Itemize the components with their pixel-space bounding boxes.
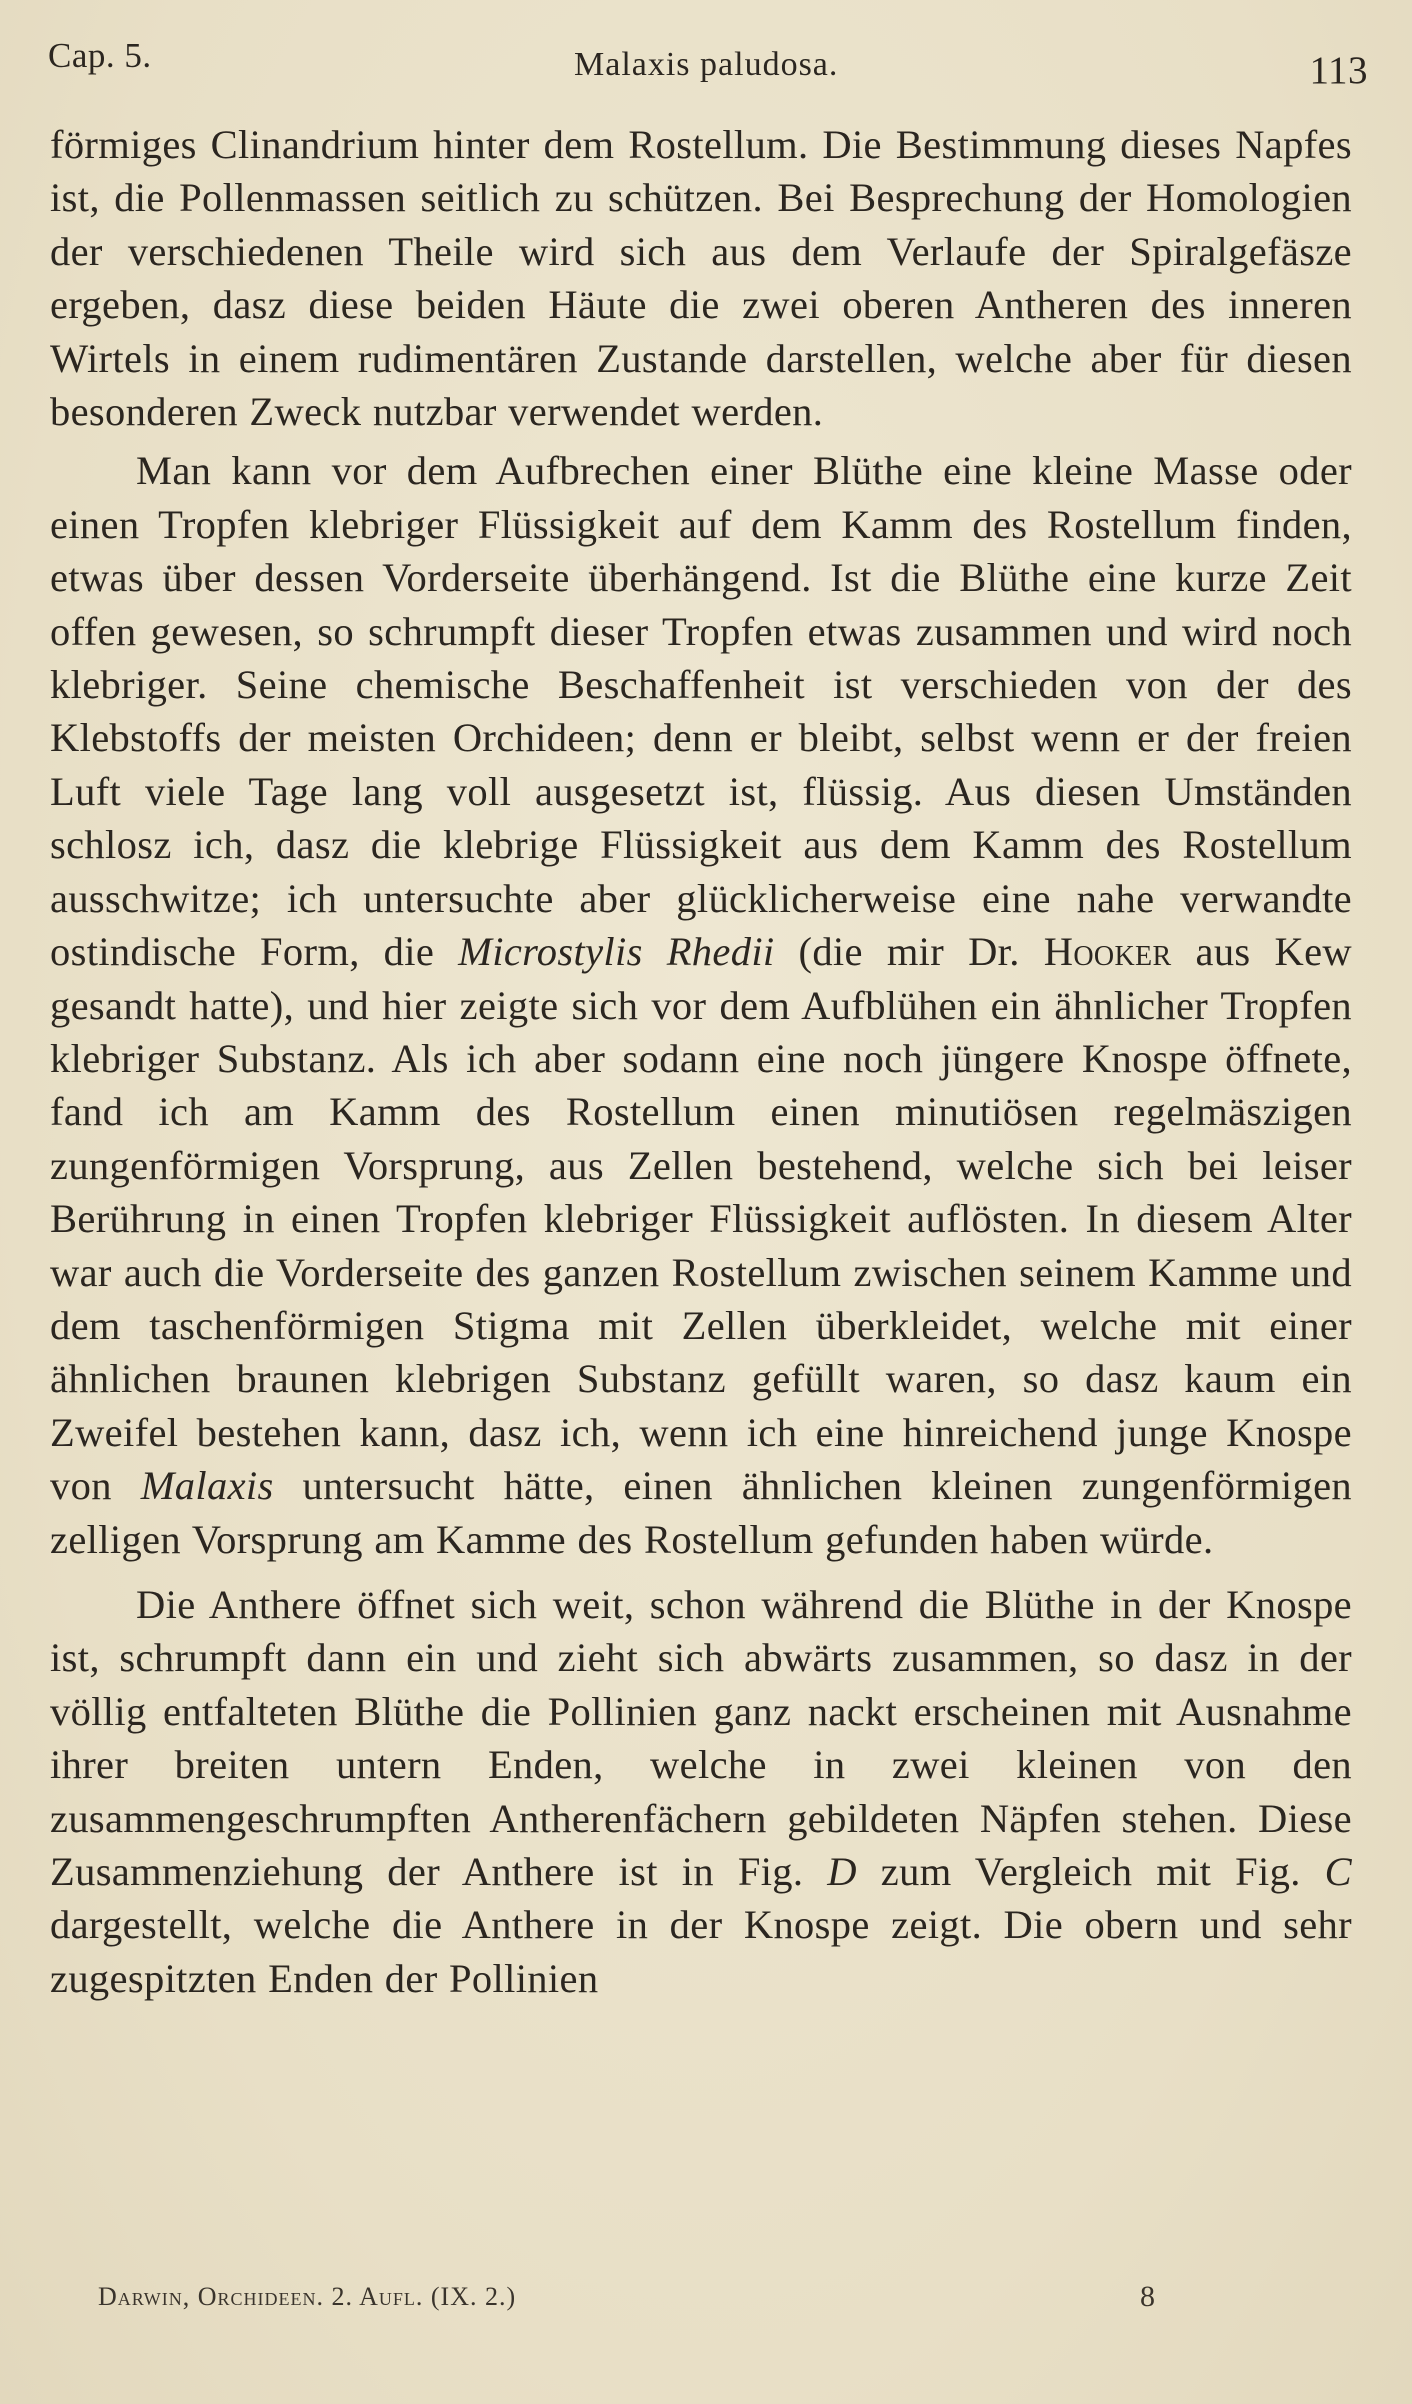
figure-ref-d: D bbox=[827, 1849, 857, 1894]
paragraph-3-text-a: Die Anthere öffnet sich weit, schon während die Blüthe in der Knospe ist, schrumpft dann ein und zieht sich abwärts zusammen, so dasz in der völlig entfalteten Blüthe die Pollinien ganz nackt erscheinen mit Ausnahme ihrer breiten untern Enden, welche in zwei kleinen von den zusammengeschrumpften Antherenfächern gebildeten Näpfen stehen. Diese Zusammenziehung der Anthere ist in Fig. bbox=[50, 1581, 1352, 1894]
paragraph-3-text-b: zum Vergleich mit Fig. bbox=[856, 1849, 1325, 1894]
page-number: 113 bbox=[1309, 49, 1368, 92]
figure-ref-c: C bbox=[1324, 1849, 1352, 1894]
page-footer bbox=[50, 2282, 1360, 2322]
paragraph-2-text-c: aus Kew gesandt hatte), und hier zeigte sich vor dem Aufblühen ein ähnlicher Tropfen klebriger Substanz. Als ich aber sodann eine noch jüngere Knospe öffnete, fand ich am Kamm des Rostellum einen minutiösen regelmäszigen zungenförmigen Vorsprung, aus Zellen bestehend, welche sich bei leiser Berührung in einen Tropfen klebriger Flüssigkeit auflösten. In diesem Alter war auch die Vorderseite des ganzen Rostellum zwischen seinem Kamme und dem taschenförmigen Stigma mit Zellen überkleidet, welche mit einer ähnlichen braunen klebrigen Substanz gefüllt waren, so dasz kaum ein Zweifel bestehen kann, dasz ich, wenn ich eine hinreichend junge Knospe von bbox=[50, 929, 1353, 1509]
paragraph-1: förmiges Clinandrium hinter dem Rostellum. Die Bestimmung dieses Napfes ist, die Pollenmassen seitlich zu schützen. Bei Besprechung der Homologien der verschiedenen Theile wird sich aus dem Verlaufe der Spiralgefäsze ergeben, dasz diese beiden Häute die zwei oberen Antheren des inneren Wirtels in einem rudimentären Zustande darstellen, welche aber für diesen besonderen Zweck nutzbar verwendet werden. bbox=[50, 122, 1352, 435]
running-head bbox=[48, 30, 1368, 100]
paragraph-2-text-d: untersucht hätte, einen ähnlichen kleinen zungenförmigen zelligen Vorsprung am Kamme des Rostellum gefunden haben würde. bbox=[50, 1463, 1353, 1562]
paragraph-2-text-b: (die mir Dr. bbox=[774, 929, 1044, 975]
person-name-hooker: Hooker bbox=[1043, 929, 1172, 975]
species-name-microstylis: Microstylis Rhedii bbox=[458, 929, 775, 975]
paragraph-2 bbox=[50, 444, 1352, 1566]
body-text bbox=[50, 118, 1352, 2005]
printer-signature: Darwin, Orchideen. 2. Aufl. (IX. 2.) bbox=[98, 2282, 517, 2311]
running-title: Malaxis paludosa. bbox=[574, 46, 839, 83]
sheet-number: 8 bbox=[1140, 2280, 1156, 2313]
paragraph-3-text-c: dargestellt, welche die Anthere in der Knospe zeigt. Die obern und sehr zugespitzten Enden der Pollinien bbox=[50, 1902, 1352, 2001]
genus-name-malaxis: Malaxis bbox=[140, 1463, 274, 1509]
chapter-label: Cap. 5. bbox=[48, 36, 152, 75]
paragraph-2-text-a: Man kann vor dem Aufbrechen einer Blüthe eine kleine Masse oder einen Tropfen klebriger Flüssigkeit auf dem Kamm des Rostellum finden, etwas über dessen Vorderseite überhängend. Ist die Blüthe eine kurze Zeit offen gewesen, so schrumpft dieser Tropfen etwas zusammen und wird noch klebriger. Seine chemische Beschaffenheit ist verschieden von der des Klebstoffs der meisten Orchideen; denn er bleibt, selbst wenn er der freien Luft viele Tage lang voll ausgesetzt ist, flüssig. Aus diesen Umständen schlosz ich, dasz die klebrige Flüssigkeit aus dem Kamm des Rostellum ausschwitze; ich untersuchte aber glücklicherweise eine nahe verwandte ostindische Form, die bbox=[50, 448, 1352, 975]
paragraph-3 bbox=[50, 1578, 1352, 2005]
